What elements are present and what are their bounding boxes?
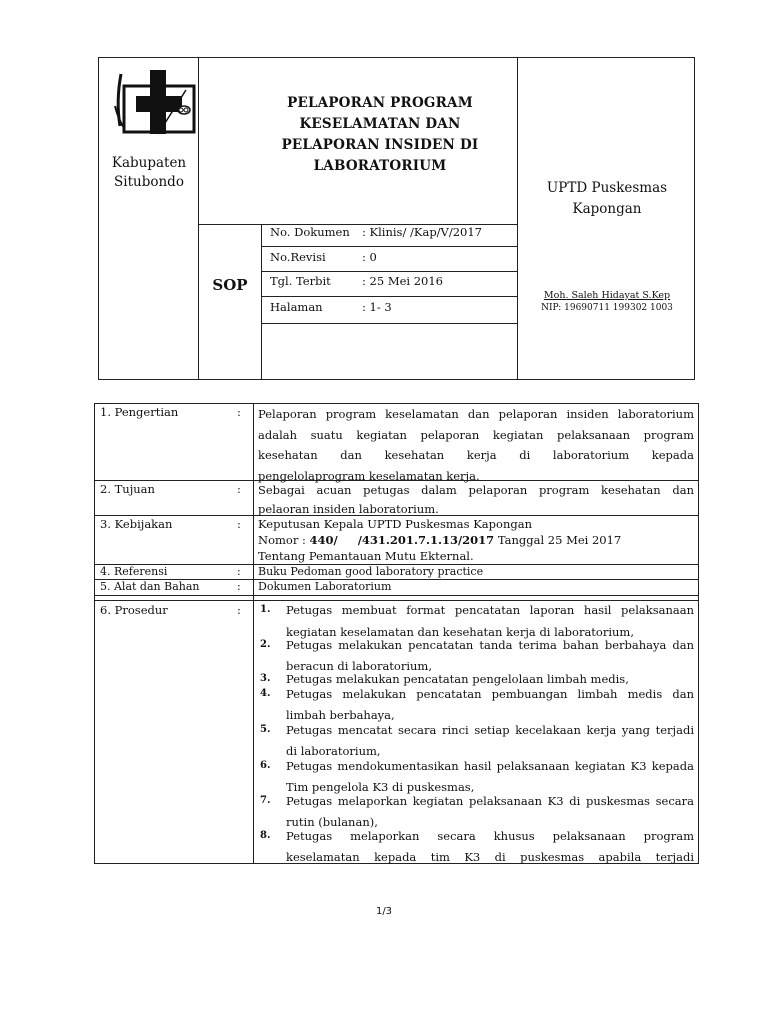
kebijakan-number-prefix: Nomor : <box>258 533 310 547</box>
regency-logo <box>114 64 198 144</box>
step-7-line-2: rutin (bulanan), <box>286 815 378 829</box>
referensi-text <box>258 565 694 578</box>
regency-line-2: Situbondo <box>114 174 184 190</box>
kebijakan-line-2 <box>258 532 694 548</box>
row-label-tujuan: 2. Tujuan <box>100 482 155 496</box>
step-3-line-1: Petugas melakukan pencatatan pengelolaan limbah medis, <box>286 672 629 686</box>
row-colon-alat-bahan: : <box>237 580 241 593</box>
title-line-3: PELAPORAN INSIDEN DI <box>281 137 479 153</box>
issue-date-value: : 25 Mei 2016 <box>362 274 443 288</box>
row-colon-pengertian: : <box>237 405 241 419</box>
facility-line-1: UPTD Puskesmas <box>546 180 668 196</box>
row-colon-referensi: : <box>237 565 241 578</box>
tujuan-line-1: Sebagai acuan petugas dalam pelaporan program kesehatan dan <box>258 483 694 497</box>
signatory-nip: NIP: 19690711 199302 1003 <box>541 303 673 313</box>
facility-name <box>520 178 694 220</box>
page-label: Halaman <box>270 300 323 314</box>
kebijakan-date: Tanggal 25 Mei 2017 <box>494 533 622 547</box>
step-8-line-2: keselamatan kepada tim K3 di puskesmas apabila terjadi <box>286 850 694 864</box>
step-4-line-1: Petugas melakukan pencatatan pembuangan limbah medis dan <box>286 687 694 701</box>
step-number-4: 4. <box>260 688 271 699</box>
revision-value: : 0 <box>362 250 377 264</box>
alat-bahan-value: Dokumen Laboratorium <box>258 580 392 593</box>
step-5-line-2: di laboratorium, <box>286 744 381 758</box>
facility-line-2: Kapongan <box>572 201 642 217</box>
step-number-8: 8. <box>260 830 271 841</box>
step-1-line-2: kegiatan keselamatan dan kesehatan kerja di laboratorium, <box>286 625 634 639</box>
regency-line-1: Kabupaten <box>111 155 187 171</box>
issue-date-label: Tgl. Terbit <box>270 274 331 288</box>
step-number-3: 3. <box>260 673 271 684</box>
step-number-1: 1. <box>260 604 271 615</box>
step-2-line-1: Petugas melakukan pencatatan tanda terima bahan berbahaya dan <box>286 638 694 652</box>
kebijakan-text <box>258 516 694 564</box>
step-5-line-1: Petugas mencatat secara rinci setiap kecelakaan kerja yang terjadi <box>286 723 694 737</box>
revision-label: No.Revisi <box>270 250 326 264</box>
step-8-line-1: Petugas melaporkan secara khusus pelaksanaan program <box>286 829 694 843</box>
row-label-prosedur: 6. Prosedur <box>100 603 168 617</box>
signatory-name: Moh. Saleh Hidayat S.Kep <box>543 290 671 301</box>
pengertian-line-4: pengelolaprogram keselamatan kerja. <box>258 468 480 483</box>
step-2-line-2: beracun di laboratorium, <box>286 659 432 673</box>
pengertian-text <box>258 404 694 486</box>
step-7-line-1: Petugas melaporkan kegiatan pelaksanaan K3 di puskesmas secara <box>286 794 694 808</box>
pengertian-line-2: adalah suatu kegiatan pelaporan kegiatan pelaksanaan program <box>258 427 694 442</box>
title-line-2: KESELAMATAN DAN <box>299 116 461 132</box>
step-6-line-2: Tim pengelola K3 di puskesmas, <box>286 780 475 794</box>
title-line-4: LABORATORIUM <box>313 158 447 174</box>
row-label-alat-bahan: 5. Alat dan Bahan <box>100 580 200 593</box>
title-line-1: PELAPORAN PROGRAM <box>287 95 473 111</box>
step-number-5: 5. <box>260 724 271 735</box>
row-colon-prosedur: : <box>237 603 241 617</box>
row-label-referensi: 4. Referensi <box>100 565 168 578</box>
doc-number-label: No. Dokumen <box>270 225 350 239</box>
page-value: : 1- 3 <box>362 300 392 314</box>
tujuan-line-2: pelaoran insiden laboratorium. <box>258 502 439 516</box>
alat-bahan-text <box>258 580 694 593</box>
cross-emblem-icon <box>114 64 198 144</box>
kebijakan-line-3: Tentang Pemantauan Mutu Ekternal. <box>258 549 474 563</box>
kebijakan-decree-number: 440/ /431.201.7.1.13/2017 <box>309 533 495 547</box>
step-number-7: 7. <box>260 795 271 806</box>
row-colon-tujuan: : <box>237 482 241 496</box>
step-number-2: 2. <box>260 639 271 650</box>
step-6-line-1: Petugas mendokumentasikan hasil pelaksanaan kegiatan K3 kepada <box>286 759 694 773</box>
document-title <box>262 93 498 177</box>
step-1-line-1: Petugas membuat format pencatatan laporan hasil pelaksanaan <box>286 603 694 617</box>
step-number-6: 6. <box>260 760 271 771</box>
pengertian-line-1: Pelaporan program keselamatan dan pelaporan insiden laboratorium <box>258 407 694 421</box>
step-4-line-2: limbah berbahaya, <box>286 708 395 722</box>
row-colon-kebijakan: : <box>237 517 241 531</box>
doc-number-value: : Klinis/ /Kap/V/2017 <box>362 225 482 239</box>
page-number: 1/3 <box>375 906 393 917</box>
regency-name <box>100 154 198 192</box>
row-label-pengertian: 1. Pengertian <box>100 405 179 419</box>
row-label-kebijakan: 3. Kebijakan <box>100 517 173 531</box>
kebijakan-line-1: Keputusan Kepala UPTD Puskesmas Kapongan <box>258 517 532 531</box>
referensi-value: Buku Pedoman good laboratory practice <box>258 565 484 578</box>
sop-label: SOP <box>212 276 248 294</box>
pengertian-line-3: kesehatan dan kesehatan kerja di laboratorium kepada <box>258 448 694 462</box>
tujuan-text <box>258 481 694 519</box>
